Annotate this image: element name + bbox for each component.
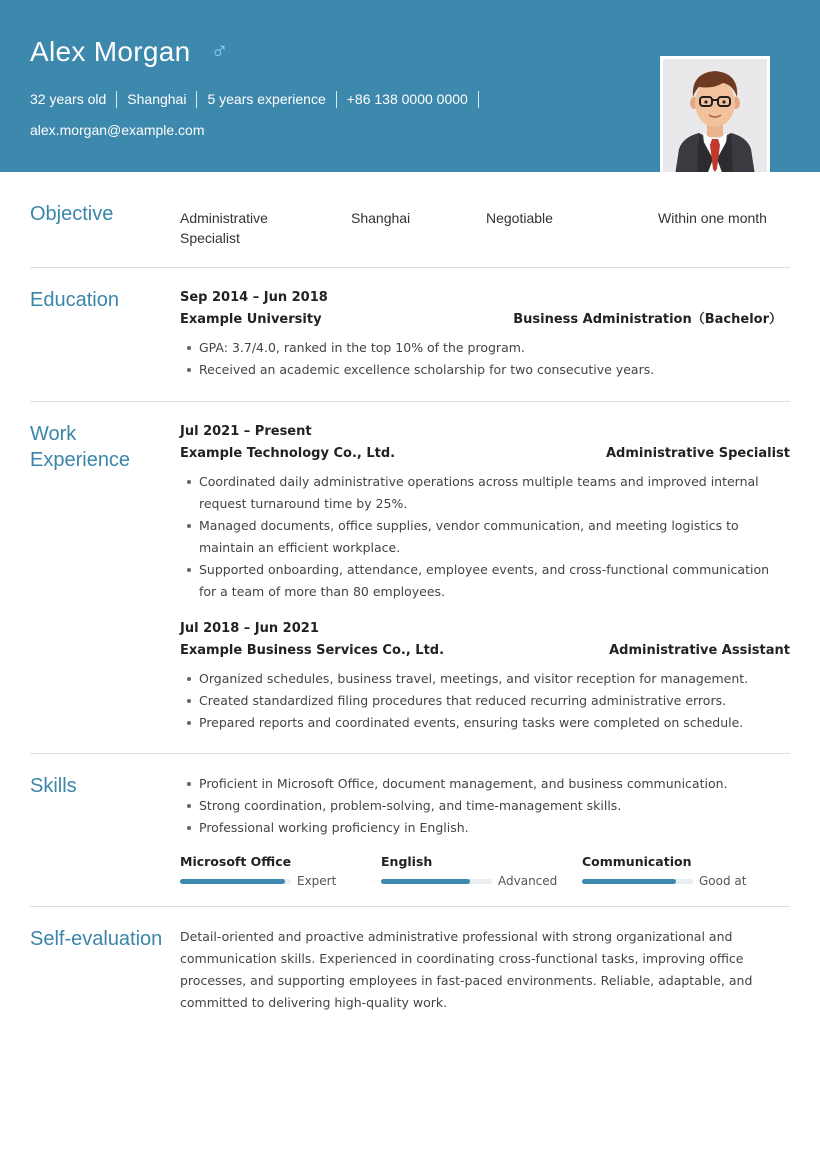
divider bbox=[30, 401, 790, 402]
self-evaluation-title: Self-evaluation bbox=[30, 928, 163, 950]
job-role: Administrative Specialist bbox=[606, 446, 790, 461]
job-role: Administrative Assistant bbox=[609, 643, 790, 658]
skill-bar-track bbox=[381, 879, 492, 884]
skill-bar-fill bbox=[180, 879, 285, 884]
avatar-illustration-icon bbox=[663, 59, 767, 172]
skill-level: Good at bbox=[699, 874, 747, 888]
education-title: Education bbox=[30, 289, 119, 311]
candidate-name: Alex Morgan bbox=[30, 36, 191, 67]
objective-section bbox=[30, 201, 790, 251]
name-row bbox=[30, 36, 229, 68]
work-title bbox=[30, 421, 130, 473]
job-bullets bbox=[180, 668, 790, 734]
objective-salary: Negotiable bbox=[486, 210, 553, 226]
list-item: Proficient in Microsoft Office, document management, and business communication. bbox=[180, 773, 790, 795]
list-item: Organized schedules, business travel, meetings, and visitor reception for management. bbox=[180, 668, 790, 690]
self-evaluation-text: Detail-oriented and proactive administrative professional with strong organizational and communication skills. Experienced in coordinating cross-functional tasks, improving office processes, and supporting employees in fast-paced environments. Reliable, adaptable, and committed to delivering high-quality work. bbox=[180, 929, 753, 1010]
male-gender-icon: ♂ bbox=[210, 38, 229, 65]
skill-name: Microsoft Office bbox=[180, 854, 292, 869]
work-title-line1: Work bbox=[30, 423, 77, 445]
personal-info bbox=[30, 91, 479, 108]
info-age: 32 years old bbox=[30, 91, 117, 108]
work-section bbox=[30, 421, 790, 741]
info-experience: 5 years experience bbox=[197, 91, 336, 108]
job-date: Jul 2018 – Jun 2021 bbox=[180, 621, 319, 636]
job-1 bbox=[180, 421, 790, 603]
skill-meter-row bbox=[180, 874, 381, 888]
skills-section bbox=[30, 773, 790, 893]
skill-level: Advanced bbox=[498, 874, 558, 888]
self-evaluation-section bbox=[30, 926, 790, 1026]
list-item: Coordinated daily administrative operations across multiple teams and improved internal request turnaround time by 25%. bbox=[180, 471, 790, 515]
company-name: Example Technology Co., Ltd. bbox=[180, 446, 396, 461]
objective-title: Objective bbox=[30, 203, 114, 225]
email[interactable]: alex.morgan@example.com bbox=[30, 122, 205, 138]
list-item: Managed documents, office supplies, vendor communication, and meeting logistics to maintain an efficient workplace. bbox=[180, 515, 790, 559]
avatar bbox=[660, 56, 770, 172]
divider bbox=[30, 906, 790, 907]
skill-level: Expert bbox=[297, 874, 337, 888]
skill-meter-row bbox=[582, 874, 783, 888]
job-date: Jul 2021 – Present bbox=[180, 424, 312, 439]
skills-content bbox=[180, 773, 790, 888]
skills-title: Skills bbox=[30, 775, 77, 797]
skill-english bbox=[381, 853, 582, 888]
list-item: Created standardized filing procedures that reduced recurring administrative errors. bbox=[180, 690, 790, 712]
objective-city: Shanghai bbox=[351, 210, 411, 226]
skill-meter-row bbox=[381, 874, 582, 888]
skill-bar-fill bbox=[381, 879, 470, 884]
list-item: Strong coordination, problem-solving, and time-management skills. bbox=[180, 795, 790, 817]
work-title-line2: Experience bbox=[30, 449, 131, 471]
education-bullets bbox=[180, 337, 790, 381]
divider bbox=[30, 267, 790, 268]
info-phone: +86 138 0000 0000 bbox=[337, 91, 479, 108]
list-item: Professional working proficiency in English. bbox=[180, 817, 790, 839]
list-item: GPA: 3.7/4.0, ranked in the top 10% of the program. bbox=[180, 337, 790, 359]
list-item: Received an academic excellence scholarship for two consecutive years. bbox=[180, 359, 790, 381]
divider bbox=[30, 753, 790, 754]
objective-availability: Within one month bbox=[658, 210, 767, 226]
skill-bars bbox=[180, 853, 790, 888]
job-org-row bbox=[180, 443, 790, 465]
skill-bar-track bbox=[180, 879, 291, 884]
education-content bbox=[180, 287, 790, 381]
objective-position: Administrative Specialist bbox=[180, 210, 268, 246]
skill-name: Communication bbox=[582, 854, 692, 869]
skills-bullets bbox=[180, 773, 790, 839]
list-item: Supported onboarding, attendance, employee events, and cross-functional communication for a team of more than 80 employees. bbox=[180, 559, 790, 603]
skill-microsoft-office bbox=[180, 853, 381, 888]
skill-communication bbox=[582, 853, 783, 888]
info-city: Shanghai bbox=[117, 91, 197, 108]
skill-bar-fill bbox=[582, 879, 676, 884]
education-org-row bbox=[180, 309, 790, 331]
major-degree: Business Administration（Bachelor） bbox=[513, 312, 782, 327]
skill-name: English bbox=[381, 854, 433, 869]
skill-bar-track bbox=[582, 879, 693, 884]
education-date: Sep 2014 – Jun 2018 bbox=[180, 290, 328, 305]
company-name: Example Business Services Co., Ltd. bbox=[180, 643, 445, 658]
job-org-row bbox=[180, 640, 790, 662]
education-section bbox=[30, 287, 790, 387]
school-name: Example University bbox=[180, 312, 322, 327]
job-2 bbox=[180, 618, 790, 734]
job-bullets bbox=[180, 471, 790, 603]
list-item: Prepared reports and coordinated events, ensuring tasks were completed on schedule. bbox=[180, 712, 790, 734]
